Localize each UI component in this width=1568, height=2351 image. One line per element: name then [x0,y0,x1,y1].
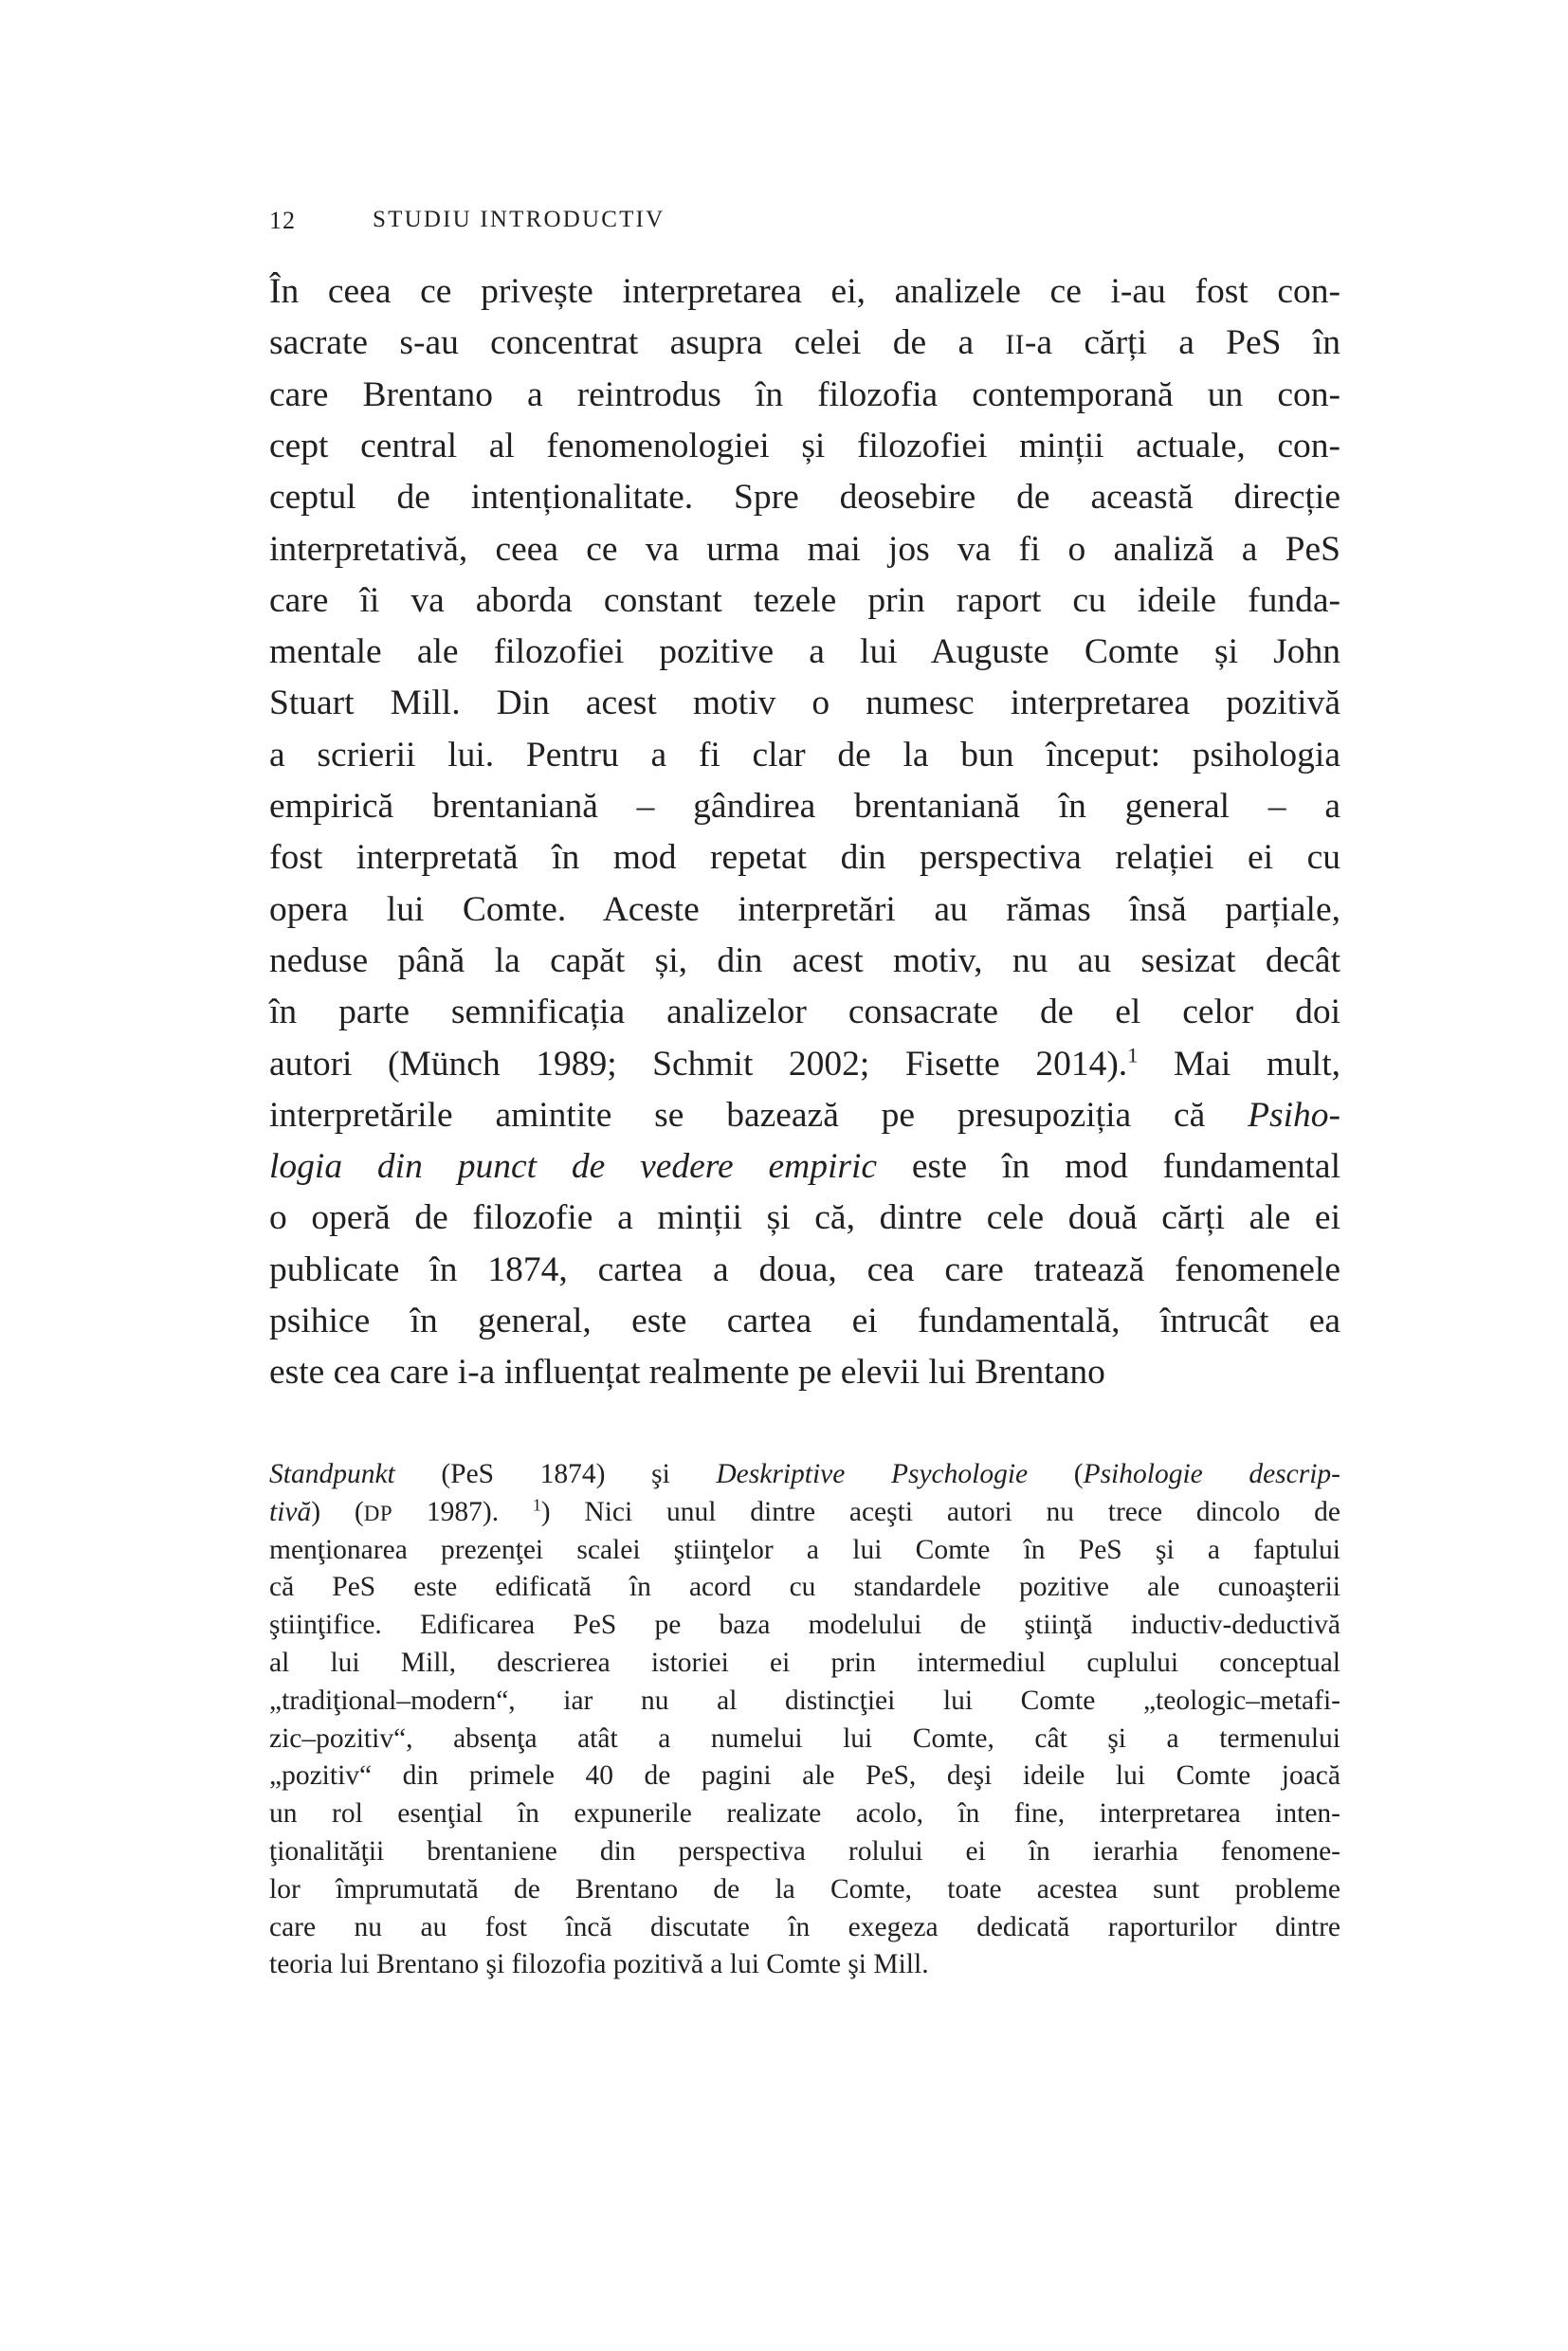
main-text-line [269,627,1340,678]
text-run: II [1005,330,1025,361]
footnote-line [269,1606,1340,1644]
text-run: ceptul de intenționalitate. Spre deosebire de această direcție [269,478,1340,518]
text-run: că PeS este edificată în acord cu standardele pozitive ale cunoaşterii [269,1572,1340,1603]
italic-text: logia din punct de vedere empiric [269,1147,878,1187]
text-run: interpretările amintite se bazează pe presupoziția că [269,1095,1249,1135]
text-run: -a cărți a PeS în [1024,323,1341,363]
footnote-reference: 1 [1127,1043,1139,1066]
text-run: lor împrumutată de Brentano de la Comte, toate acestea sunt probleme [269,1873,1340,1904]
footnote-line [269,1757,1340,1795]
footnote-line [269,1568,1340,1606]
text-run: publicate în 1874, cartea a doua, cea care tratează fenomenele [269,1249,1340,1289]
text-run: teoria lui Brentano şi filozofia pozitivă a lui Comte şi Mill. [269,1949,929,1980]
footnote-line [269,1493,1340,1531]
italic-text: Psiho- [1248,1095,1340,1135]
text-run: opera lui Comte. Aceste interpretări au rămas însă parțiale, [269,889,1340,929]
main-text-line [269,1090,1340,1141]
text-run: a scrierii lui. Pentru a fi clar de la bun început: psihologia [269,735,1340,775]
text-run: autori (Münch 1989; Schmit 2002; Fisette 2014). [269,1044,1128,1084]
main-text-line [269,884,1340,936]
main-text-line [269,781,1340,832]
footnote-line [269,1644,1340,1682]
main-text-line [269,266,1340,318]
text-run: al lui Mill, descrierea istoriei ei prin intermediul cuplului conceptual [269,1648,1340,1678]
footnote-line [269,1720,1340,1758]
main-text-line [269,421,1340,472]
footnote-reference: 1 [532,1495,541,1515]
main-text-line [269,730,1340,781]
main-text-line [269,370,1340,421]
text-run: În ceea ce privește interpretarea ei, analizele ce i-au fost con- [269,272,1340,311]
text-run: o operă de filozofie a minții și că, dintre cele două cărți ale ei [269,1198,1340,1238]
main-text-line [269,318,1340,369]
text-run: ) Nici unul dintre aceşti autori nu trece dincolo de [540,1496,1340,1527]
main-text-line [269,1296,1340,1347]
main-text-line [269,832,1340,884]
text-run: DP [363,1500,393,1525]
footnote-line [269,1870,1340,1908]
text-run: „tradiţional–modern“, iar nu al distincţiei lui Comte „teologic–metafi- [269,1685,1340,1716]
page-number: 12 [269,207,296,234]
footnote-line [269,1455,1340,1493]
text-run: zic–pozitiv“, absenţa atât a numelui lui Comte, cât şi a termenului [269,1722,1340,1754]
text-run: un rol esenţial în expunerile realizate acolo, în fine, interpretarea inten- [269,1798,1340,1830]
main-text-line [269,678,1340,729]
text-run: care nu au fost încă discutate în exegeza dedicată raporturilor dintre [269,1911,1340,1942]
main-text-line [269,524,1340,575]
text-run: „pozitiv“ din primele 40 de pagini ale PeS, deşi ideile lui Comte joacă [269,1760,1340,1792]
text-run: (PeS 1874) şi [394,1459,717,1489]
text-run: menţionarea prezenţei scalei ştiinţelor a lui Comte în PeS şi a faptului [269,1534,1340,1565]
footnote-line [269,1832,1340,1870]
main-text-line [269,1347,1340,1398]
italic-text: Psihologie descrip- [1083,1459,1340,1489]
text-run: fost interpretată în mod repetat din perspectiva relației ei cu [269,838,1340,878]
footnote-line [269,1682,1340,1720]
main-text-line [269,1141,1340,1193]
text-run: care îi va aborda constant tezele prin raport cu ideile funda- [269,580,1340,620]
main-text-line [269,575,1340,627]
text-run: Stuart Mill. Din acest motiv o numesc interpretarea pozitivă [269,683,1340,723]
main-text-line [269,472,1340,523]
text-run: care Brentano a reintrodus în filozofia contemporană un con- [269,374,1340,414]
text-run: în parte semnificația analizelor consacrate de el celor doi [269,993,1340,1032]
running-head-title: STUDIU INTRODUCTIV [373,207,665,232]
text-run: ţionalităţii brentaniene din perspectiva rolului ei în ierarhia fenomene- [269,1836,1340,1867]
text-run: este cea care i-a influențat realmente pe elevii lui Brentano [269,1353,1105,1393]
text-run: neduse până la capăt și, din acest motiv, nu au sesizat decât [269,940,1340,980]
footnote-line [269,1531,1340,1569]
text-run: Mai mult, [1138,1044,1340,1084]
main-text-line [269,1245,1340,1296]
footnote-line [269,1795,1340,1832]
text-run: ( [1028,1459,1084,1489]
text-run: psihice în general, este cartea ei fundamentală, întrucât ea [269,1302,1340,1340]
text-run: 1987). [392,1496,533,1527]
footnote-line [269,1945,1340,1983]
text-run: mentale ale filozofiei pozitive a lui Auguste Comte și John [269,632,1340,672]
text-run: ştiinţifice. Edificarea PeS pe baza modelului de ştiinţă inductiv-deductivă [269,1610,1340,1641]
italic-text: Deskriptive Psychologie [716,1459,1029,1489]
main-text-line [269,936,1340,987]
footnote-line [269,1908,1340,1946]
text-run: ) ( [311,1496,364,1527]
text-run: interpretativă, ceea ce va urma mai jos va fi o analiză a PeS [269,529,1340,569]
text-run: este în mod fundamental [877,1147,1340,1187]
text-run: cept central al fenomenologiei și filozofiei minții actuale, con- [269,426,1340,465]
main-text-line [269,1193,1340,1244]
text-run: sacrate s-au concentrat asupra celei de a [269,323,1006,363]
italic-text: Standpunkt [269,1459,395,1489]
main-text-line [269,1039,1340,1090]
italic-text: tivă [269,1496,312,1527]
text-run: empirică brentaniană – gândirea brentaniană în general – a [269,787,1340,826]
main-text-line [269,987,1340,1038]
